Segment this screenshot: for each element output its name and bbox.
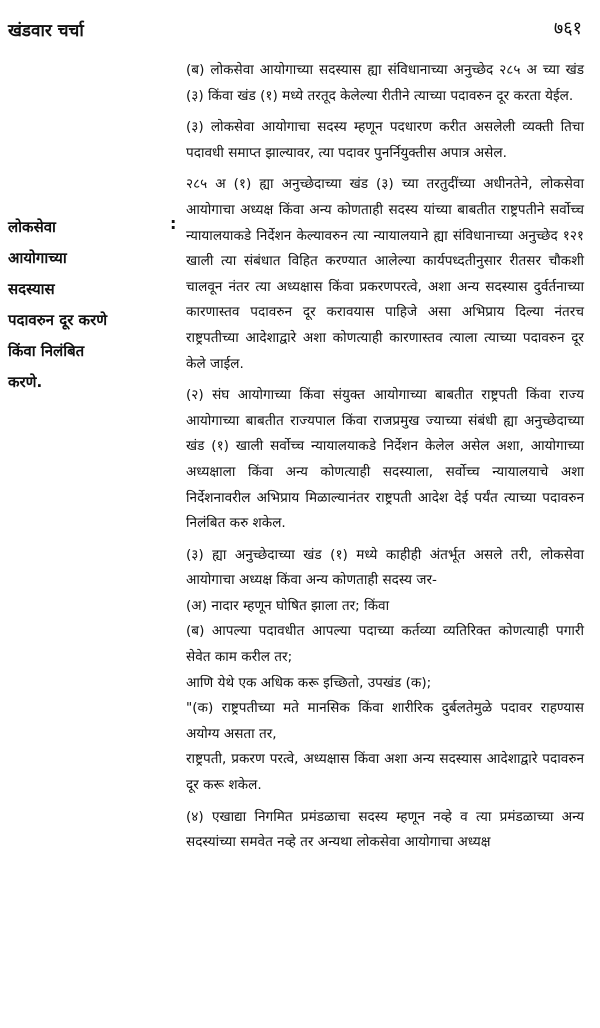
margin-note-line: आयोगाच्या <box>8 249 67 267</box>
list-item-a: (अ) नादार म्हणून घोषित झाला तर; किंवा <box>186 597 390 614</box>
list-item-c: "(क) राष्ट्रपतीच्या मते मानसिक किंवा शारीरिक दुर्बलतेमुळे पदावर राहण्यास अयोग्य असता तर, <box>186 700 584 742</box>
list-item-b: (ब) आपल्या पदावधीत आपल्या पदाच्या कर्तव्या व्यतिरिक्त कोणत्याही पगारी सेवेत काम करील तर; <box>186 623 584 666</box>
margin-note <box>8 212 158 398</box>
paragraph-285a-1: २८५ अ (१) ह्या अनुच्छेदाच्या खंड (३) च्या तरतुदींच्या अधीनतेने, लोकसेवा आयोगाचा अध्यक्ष किंवा अन्य कोणताही सदस्य यांच्या बाबतीत राष्ट्रपतीने सर्वोच्च न्यायालयाकडे निर्देशन केल्यावरुन त्या न्यायालयाने ह्या संविधानाच्या अनुच्छेद १२१ खाली त्या संबंधात विहित करण्यात आलेल्या कार्यपध्दतीनुसार रीतसर चौकशी चालवून नंतर त्या अध्यक्षास किंवा प्रकरणपरत्वे, अशा अन्य सदस्यास दुर्वर्तनाच्या कारणास्तव पदावरुन दूर करावयास पाहिजे असा अभिप्राय दिल्या नंतरच राष्ट्रपतीच्या आदेशाद्वारे अशा कोणत्याही कारणास्तव त्याला त्याच्या पदावरुन दूर केले जाईल. <box>186 176 584 372</box>
main-text <box>186 58 584 856</box>
margin-note-line: करणे. <box>8 373 43 391</box>
paragraph-3-prev: (३) लोकसेवा आयोगाचा सदस्य म्हणून पदधारण करीत असलेली व्यक्ती तिचा पदावधी समाप्त झाल्यावर, त्या पदावर पुनर्नियुक्तीस अपात्र असेल. <box>186 119 584 161</box>
insert-note: आणि येथे एक अधिक करू इच्छितो, उपखंड (क); <box>186 674 432 691</box>
paragraph-2: (२) संघ आयोगाच्या किंवा संयुक्त आयोगाच्या बाबतीत राष्ट्रपती किंवा राज्य आयोगाच्या बाबतीत राज्यपाल किंवा राजप्रमुख ज्याच्या संबंधी ह्या अनुच्छेदाच्या खंड (१) खाली सर्वोच्च न्यायालयाकडे निर्देशन केलेल असेल अशा, आयोगाच्या अध्यक्षाला किंवा अन्य कोणत्याही सदस्याला, सर्वोच्च न्यायालयाचे अशा निर्देशनावरील अभिप्राय मिळाल्यानंतर राष्ट्रपती आदेश देई पर्यंत त्याच्या पदावरुन निलंबित करु शकेल. <box>186 387 584 532</box>
paragraph-b-prev: (ब) लोकसेवा आयोगाच्या सदस्यास ह्या संविधानाच्या अनुच्छेद २८५ अ च्या खंड (३) किंवा खंड (१) मध्ये तरतूद केलेल्या रीतीने त्याच्या पदावरुन दूर करता येईल. <box>186 62 584 104</box>
margin-note-line: किंवा निलंबित <box>8 342 85 360</box>
margin-note-line: पदावरुन दूर करणे <box>8 311 108 329</box>
margin-note-line: लोकसेवा <box>8 218 56 236</box>
margin-note-colon: : <box>170 214 177 233</box>
running-header-title: खंडवार चर्चा <box>8 21 84 41</box>
paragraph-3-end: राष्ट्रपती, प्रकरण परत्वे, अध्यक्षास किंवा अशा अन्य सदस्यास आदेशाद्वारे पदावरुन दूर करू शकेल. <box>186 751 584 794</box>
margin-note-line: सदस्यास <box>8 280 55 298</box>
page-number: ७६१ <box>553 18 582 39</box>
paragraph-4: (४) एखाद्या निगमित प्रमंडळाचा सदस्य म्हणून नव्हे व त्या प्रमंडळाच्या अन्य सदस्यांच्या समवेत नव्हे तर अन्यथा लोकसेवा आयोगाचा अध्यक्ष <box>186 808 584 851</box>
paragraph-3: (३) ह्या अनुच्छेदाच्या खंड (१) मध्ये काहीही अंतर्भूत असले तरी, लोकसेवा आयोगाचा अध्यक्ष किंवा अन्य कोणताही सदस्य जर- <box>186 546 584 589</box>
